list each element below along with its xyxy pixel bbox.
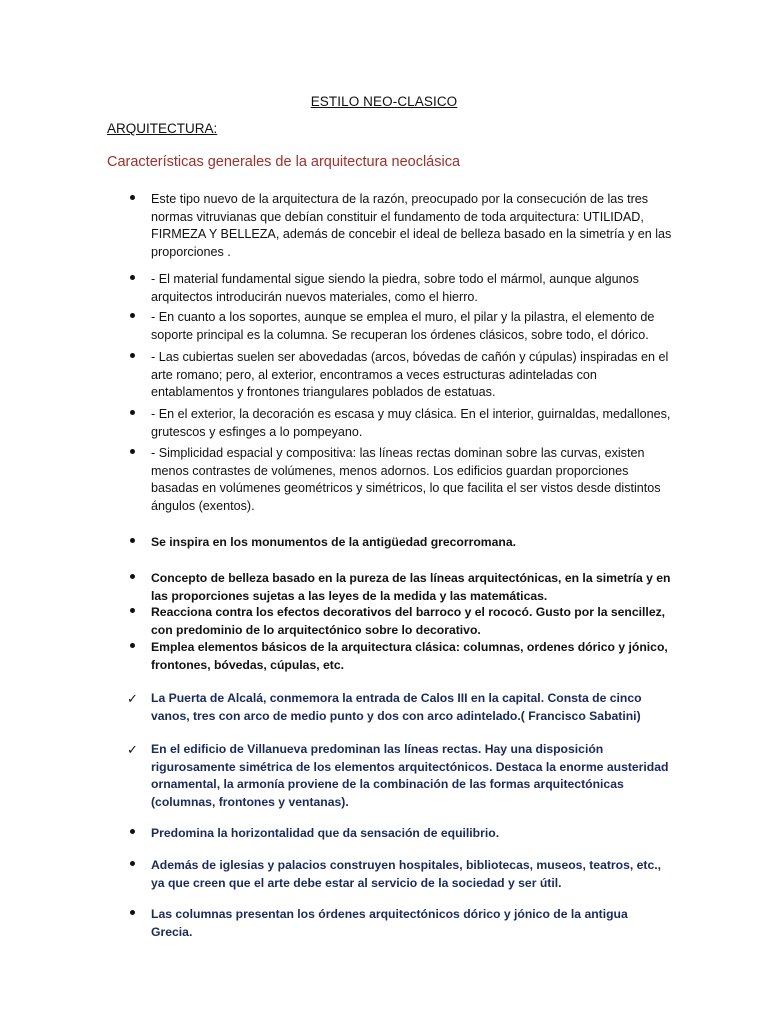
bullet-icon bbox=[127, 271, 151, 289]
list-item-text: Emplea elementos básicos de la arquitectura clásica: columnas, ordenes dórico y jónico, frontones, bóvedas, cúpulas, etc. bbox=[151, 640, 668, 672]
list-item bbox=[127, 690, 672, 725]
list-item bbox=[127, 534, 672, 552]
checkmark-icon: ✓ bbox=[127, 691, 138, 706]
list-item-text: - En cuanto a los soportes, aunque se emplea el muro, el pilar y la pilastra, el elemento de soporte principal es la columna. Se recuperan los órdenes clásicos, sobre todo, el dórico. bbox=[151, 310, 655, 342]
list-item-text: La Puerta de Alcalá, conmemora la entrada de Calos III en la capital. Consta de cinco vanos, tres con arco de medio punto y dos con arco adintelado.( Francisco Sabatini) bbox=[151, 691, 642, 723]
bullet-icon bbox=[127, 349, 151, 367]
checkmark-icon: ✓ bbox=[127, 742, 138, 757]
list-item-text: - En el exterior, la decoración es escasa y muy clásica. En el interior, guirnaldas, medallones, grutescos y esfinges a lo pompeyano. bbox=[151, 407, 671, 439]
list-item bbox=[127, 639, 672, 674]
list-item bbox=[127, 604, 672, 639]
bullet-icon bbox=[127, 825, 151, 843]
bullet-icon bbox=[127, 570, 151, 588]
list-item bbox=[127, 406, 672, 441]
bullet-icon bbox=[127, 309, 151, 327]
list-item bbox=[127, 445, 672, 515]
bullet-icon bbox=[127, 445, 151, 463]
list-item-text: Se inspira en los monumentos de la antigüedad grecorromana. bbox=[151, 535, 517, 549]
bullet-icon bbox=[127, 191, 151, 209]
section-heading: ARQUITECTURA: bbox=[107, 121, 218, 136]
list-item-text: Las columnas presentan los órdenes arquitectónicos dórico y jónico de la antigua Grecia. bbox=[151, 907, 628, 939]
list-item-text: - El material fundamental sigue siendo la piedra, sobre todo el mármol, aunque algunos arquitectos introducirán nuevos materiales, como el hierro. bbox=[151, 272, 639, 304]
list-item-text: Además de iglesias y palacios construyen hospitales, bibliotecas, museos, teatros, etc., ya que creen que el arte debe estar al servicio de la sociedad y ser útil. bbox=[151, 858, 662, 890]
bullet-icon bbox=[127, 857, 151, 875]
list-item bbox=[127, 191, 672, 261]
document-title: ESTILO NEO-CLASICO bbox=[310, 94, 458, 109]
bullet-icon bbox=[127, 604, 151, 622]
list-item bbox=[127, 309, 672, 344]
bullet-icon bbox=[127, 906, 151, 924]
list-item bbox=[127, 349, 672, 402]
bullet-icon bbox=[127, 406, 151, 424]
bullet-icon bbox=[127, 534, 151, 552]
bullet-icon bbox=[127, 639, 151, 657]
list-item bbox=[127, 741, 672, 811]
list-item-text: En el edificio de Villanueva predominan las líneas rectas. Hay una disposición rigurosamente simétrica de los elementos arquitectónicos. Destaca la enorme austeridad ornamental, la armonía proviene de la combinación de las formas arquitectónicas (columnas, frontones y ventanas). bbox=[151, 742, 669, 809]
list-item-text: Reacciona contra los efectos decorativos del barroco y el rococó. Gusto por la sencillez, con predominio de lo arquitectónico sobre lo decorativo. bbox=[151, 605, 666, 637]
list-item-text: Predomina la horizontalidad que da sensación de equilibrio. bbox=[151, 826, 500, 840]
list-item-text: Concepto de belleza basado en la pureza de las líneas arquitectónicas, en la simetría y en las proporciones sujetas a las leyes de la medida y las matemáticas. bbox=[151, 571, 671, 603]
list-item bbox=[127, 825, 672, 843]
list-item-text: - Simplicidad espacial y compositiva: las líneas rectas dominan sobre las curvas, existen menos contrastes de volúmenes, menos adornos. Los edificios guardan proporciones basadas en volúmenes geométricos y simétricos, lo que facilita el ser vistos desde distintos ángulos (exentos). bbox=[151, 446, 661, 513]
list-item-text: Este tipo nuevo de la arquitectura de la razón, preocupado por la consecución de las tres normas vitruvianas que debían constituir el fundamento de toda arquitectura: UTILIDAD, FIRMEZA Y BELLEZA, además de concebir el ideal de belleza basado en la simetría y en las proporciones . bbox=[151, 192, 672, 259]
list-item bbox=[127, 906, 672, 941]
list-item bbox=[127, 570, 672, 605]
list-item bbox=[127, 271, 672, 306]
list-item bbox=[127, 857, 672, 892]
subheading: Características generales de la arquitectura neoclásica bbox=[107, 154, 461, 170]
list-item-text: - Las cubiertas suelen ser abovedadas (arcos, bóvedas de cañón y cúpulas) inspiradas en el arte romano; pero, al exterior, encontramos a veces estructuras adinteladas con entablamentos y frontones triangulares poblados de estatuas. bbox=[151, 350, 669, 400]
